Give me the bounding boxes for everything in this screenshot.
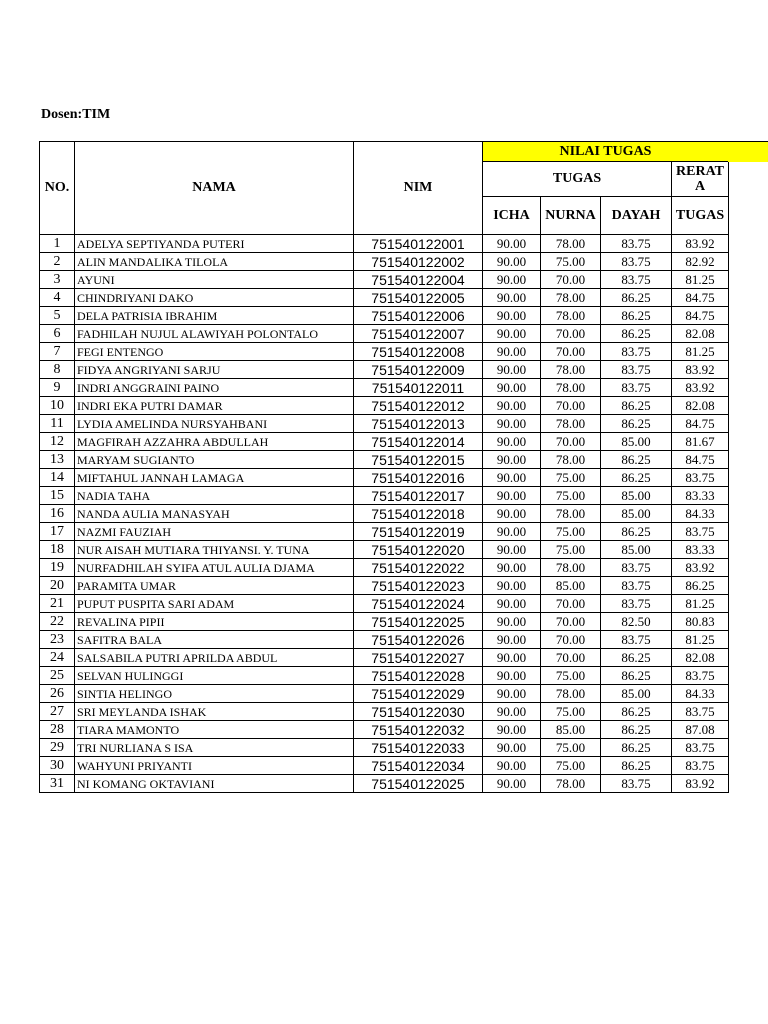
cell-icha: 90.00: [483, 487, 541, 505]
cell-no: 28: [40, 721, 75, 739]
cell-no: 10: [40, 397, 75, 415]
cell-nama: FADHILAH NUJUL ALAWIYAH POLONTALO: [75, 325, 354, 343]
cell-nim: 751540122025: [354, 613, 483, 631]
table-row: [40, 577, 729, 595]
cell-nurna: 78.00: [541, 307, 601, 325]
cell-no: 26: [40, 685, 75, 703]
header-nurna: NURNA: [541, 197, 601, 235]
cell-dayah: 82.50: [601, 613, 672, 631]
cell-nama: SRI MEYLANDA ISHAK: [75, 703, 354, 721]
cell-dayah: 86.25: [601, 523, 672, 541]
cell-icha: 90.00: [483, 559, 541, 577]
cell-icha: 90.00: [483, 505, 541, 523]
cell-icha: 90.00: [483, 271, 541, 289]
cell-nama: ALIN MANDALIKA TILOLA: [75, 253, 354, 271]
cell-dayah: 83.75: [601, 577, 672, 595]
cell-nurna: 78.00: [541, 559, 601, 577]
cell-nama: FEGI ENTENGO: [75, 343, 354, 361]
cell-rerata: 83.92: [672, 559, 729, 577]
header-tugas: TUGAS: [483, 162, 672, 197]
cell-dayah: 85.00: [601, 505, 672, 523]
cell-rerata: 86.25: [672, 577, 729, 595]
cell-nim: 751540122007: [354, 325, 483, 343]
cell-no: 16: [40, 505, 75, 523]
cell-rerata: 83.75: [672, 703, 729, 721]
cell-nurna: 78.00: [541, 505, 601, 523]
cell-nurna: 78.00: [541, 235, 601, 253]
cell-nim: 751540122024: [354, 595, 483, 613]
cell-rerata: 84.33: [672, 505, 729, 523]
cell-nama: INDRI ANGGRAINI PAINO: [75, 379, 354, 397]
cell-icha: 90.00: [483, 703, 541, 721]
cell-nama: MARYAM SUGIANTO: [75, 451, 354, 469]
cell-dayah: 83.75: [601, 235, 672, 253]
cell-no: 23: [40, 631, 75, 649]
cell-no: 8: [40, 361, 75, 379]
cell-nurna: 85.00: [541, 577, 601, 595]
cell-nurna: 75.00: [541, 523, 601, 541]
cell-rerata: 83.92: [672, 361, 729, 379]
cell-icha: 90.00: [483, 541, 541, 559]
cell-rerata: 83.75: [672, 523, 729, 541]
cell-nim: 751540122011: [354, 379, 483, 397]
cell-no: 25: [40, 667, 75, 685]
cell-nim: 751540122016: [354, 469, 483, 487]
cell-icha: 90.00: [483, 757, 541, 775]
table-row: [40, 541, 729, 559]
cell-nurna: 78.00: [541, 289, 601, 307]
cell-nama: SALSABILA PUTRI APRILDA ABDUL: [75, 649, 354, 667]
cell-rerata: 83.75: [672, 757, 729, 775]
header-nilai-tugas-label: NILAI TUGAS: [559, 143, 652, 159]
table-row: [40, 703, 729, 721]
cell-icha: 90.00: [483, 415, 541, 433]
cell-no: 22: [40, 613, 75, 631]
table-row: [40, 505, 729, 523]
cell-dayah: 86.25: [601, 757, 672, 775]
cell-dayah: 86.25: [601, 415, 672, 433]
cell-rerata: 83.33: [672, 487, 729, 505]
cell-icha: 90.00: [483, 433, 541, 451]
cell-nim: 751540122034: [354, 757, 483, 775]
cell-nama: DELA PATRISIA IBRAHIM: [75, 307, 354, 325]
header-nim: NIM: [354, 142, 483, 235]
cell-rerata: 87.08: [672, 721, 729, 739]
header-no: NO.: [40, 142, 75, 235]
cell-nurna: 75.00: [541, 739, 601, 757]
cell-rerata: 81.25: [672, 271, 729, 289]
cell-dayah: 83.75: [601, 361, 672, 379]
cell-no: 7: [40, 343, 75, 361]
table-row: [40, 253, 729, 271]
header-tugas-avg: TUGAS: [672, 197, 729, 235]
cell-rerata: 82.08: [672, 325, 729, 343]
cell-no: 12: [40, 433, 75, 451]
cell-nurna: 70.00: [541, 631, 601, 649]
cell-nim: 751540122008: [354, 343, 483, 361]
cell-nurna: 78.00: [541, 361, 601, 379]
cell-dayah: 83.75: [601, 775, 672, 793]
table-row: [40, 361, 729, 379]
cell-nama: NAZMI FAUZIAH: [75, 523, 354, 541]
table-row: [40, 613, 729, 631]
cell-icha: 90.00: [483, 343, 541, 361]
table-row: [40, 649, 729, 667]
cell-nim: 751540122014: [354, 433, 483, 451]
cell-nama: LYDIA AMELINDA NURSYAHBANI: [75, 415, 354, 433]
cell-rerata: 82.92: [672, 253, 729, 271]
table-row: [40, 451, 729, 469]
table-row: [40, 775, 729, 793]
header-dayah: DAYAH: [601, 197, 672, 235]
cell-nama: CHINDRIYANI DAKO: [75, 289, 354, 307]
cell-rerata: 81.25: [672, 631, 729, 649]
cell-nurna: 78.00: [541, 451, 601, 469]
cell-nama: NANDA AULIA MANASYAH: [75, 505, 354, 523]
cell-dayah: 86.25: [601, 721, 672, 739]
cell-rerata: 83.75: [672, 469, 729, 487]
table-row: [40, 739, 729, 757]
cell-nama: TIARA MAMONTO: [75, 721, 354, 739]
table-row: [40, 667, 729, 685]
cell-nurna: 70.00: [541, 343, 601, 361]
cell-dayah: 83.75: [601, 379, 672, 397]
cell-icha: 90.00: [483, 667, 541, 685]
cell-dayah: 83.75: [601, 253, 672, 271]
cell-icha: 90.00: [483, 253, 541, 271]
cell-no: 19: [40, 559, 75, 577]
cell-nim: 751540122025: [354, 775, 483, 793]
cell-icha: 90.00: [483, 613, 541, 631]
cell-nurna: 75.00: [541, 487, 601, 505]
table-row: [40, 271, 729, 289]
cell-dayah: 86.25: [601, 649, 672, 667]
cell-no: 27: [40, 703, 75, 721]
cell-nim: 751540122004: [354, 271, 483, 289]
cell-nama: NADIA TAHA: [75, 487, 354, 505]
cell-icha: 90.00: [483, 397, 541, 415]
cell-dayah: 86.25: [601, 667, 672, 685]
cell-nama: NI KOMANG OKTAVIANI: [75, 775, 354, 793]
cell-dayah: 86.25: [601, 739, 672, 757]
cell-icha: 90.00: [483, 595, 541, 613]
cell-no: 17: [40, 523, 75, 541]
cell-icha: 90.00: [483, 775, 541, 793]
cell-rerata: 84.75: [672, 289, 729, 307]
cell-dayah: 86.25: [601, 397, 672, 415]
cell-no: 21: [40, 595, 75, 613]
cell-nurna: 78.00: [541, 775, 601, 793]
cell-dayah: 86.25: [601, 469, 672, 487]
table-body: [40, 235, 729, 793]
table-row: [40, 289, 729, 307]
table-row: [40, 595, 729, 613]
cell-nama: ADELYA SEPTIYANDA PUTERI: [75, 235, 354, 253]
cell-no: 15: [40, 487, 75, 505]
cell-nama: TRI NURLIANA S ISA: [75, 739, 354, 757]
cell-nama: REVALINA PIPII: [75, 613, 354, 631]
grade-table: [39, 141, 729, 793]
cell-dayah: 85.00: [601, 685, 672, 703]
cell-icha: 90.00: [483, 577, 541, 595]
cell-rerata: 84.75: [672, 451, 729, 469]
cell-icha: 90.00: [483, 361, 541, 379]
cell-dayah: 86.25: [601, 451, 672, 469]
cell-nurna: 70.00: [541, 397, 601, 415]
cell-icha: 90.00: [483, 739, 541, 757]
cell-icha: 90.00: [483, 307, 541, 325]
cell-nim: 751540122029: [354, 685, 483, 703]
cell-nim: 751540122020: [354, 541, 483, 559]
cell-nama: MIFTAHUL JANNAH LAMAGA: [75, 469, 354, 487]
cell-dayah: 85.00: [601, 541, 672, 559]
cell-nurna: 70.00: [541, 613, 601, 631]
cell-rerata: 84.33: [672, 685, 729, 703]
cell-dayah: 85.00: [601, 487, 672, 505]
cell-nama: NURFADHILAH SYIFA ATUL AULIA DJAMA: [75, 559, 354, 577]
cell-no: 30: [40, 757, 75, 775]
table-row: [40, 523, 729, 541]
table-row: [40, 757, 729, 775]
table-header: [40, 142, 729, 235]
table-row: [40, 721, 729, 739]
table-row: [40, 307, 729, 325]
cell-dayah: 83.75: [601, 343, 672, 361]
cell-nurna: 75.00: [541, 469, 601, 487]
cell-dayah: 86.25: [601, 307, 672, 325]
cell-nurna: 78.00: [541, 685, 601, 703]
cell-dayah: 83.75: [601, 595, 672, 613]
cell-nim: 751540122005: [354, 289, 483, 307]
cell-nim: 751540122009: [354, 361, 483, 379]
cell-icha: 90.00: [483, 379, 541, 397]
cell-icha: 90.00: [483, 649, 541, 667]
cell-nurna: 70.00: [541, 433, 601, 451]
cell-icha: 90.00: [483, 523, 541, 541]
cell-no: 11: [40, 415, 75, 433]
cell-no: 18: [40, 541, 75, 559]
cell-nama: SELVAN HULINGGI: [75, 667, 354, 685]
cell-rerata: 83.92: [672, 775, 729, 793]
cell-nurna: 85.00: [541, 721, 601, 739]
header-highlight-extension: [728, 141, 768, 162]
table-row: [40, 379, 729, 397]
cell-nim: 751540122030: [354, 703, 483, 721]
cell-nama: AYUNI: [75, 271, 354, 289]
cell-nurna: 78.00: [541, 415, 601, 433]
cell-no: 9: [40, 379, 75, 397]
table-row: [40, 559, 729, 577]
cell-rerata: 81.25: [672, 343, 729, 361]
cell-rerata: 83.92: [672, 379, 729, 397]
dosen-label: Dosen:TIM: [41, 107, 111, 122]
cell-no: 6: [40, 325, 75, 343]
cell-nama: PUPUT PUSPITA SARI ADAM: [75, 595, 354, 613]
cell-nurna: 70.00: [541, 595, 601, 613]
cell-icha: 90.00: [483, 325, 541, 343]
cell-dayah: 85.00: [601, 433, 672, 451]
cell-rerata: 84.75: [672, 415, 729, 433]
cell-nurna: 70.00: [541, 325, 601, 343]
header-rerata: RERAT A: [672, 162, 729, 197]
cell-nim: 751540122019: [354, 523, 483, 541]
cell-nurna: 75.00: [541, 757, 601, 775]
table-row: [40, 397, 729, 415]
cell-no: 3: [40, 271, 75, 289]
cell-nim: 751540122015: [354, 451, 483, 469]
cell-nim: 751540122018: [354, 505, 483, 523]
cell-nama: INDRI EKA PUTRI DAMAR: [75, 397, 354, 415]
cell-icha: 90.00: [483, 721, 541, 739]
cell-nim: 751540122001: [354, 235, 483, 253]
table-row: [40, 235, 729, 253]
cell-dayah: 83.75: [601, 559, 672, 577]
cell-rerata: 84.75: [672, 307, 729, 325]
table-row: [40, 487, 729, 505]
cell-nama: WAHYUNI PRIYANTI: [75, 757, 354, 775]
cell-nim: 751540122013: [354, 415, 483, 433]
cell-icha: 90.00: [483, 631, 541, 649]
cell-no: 31: [40, 775, 75, 793]
cell-rerata: 83.92: [672, 235, 729, 253]
cell-nurna: 70.00: [541, 649, 601, 667]
cell-no: 20: [40, 577, 75, 595]
cell-nama: SAFITRA BALA: [75, 631, 354, 649]
cell-no: 2: [40, 253, 75, 271]
header-nilai-tugas: [483, 142, 729, 162]
cell-dayah: 86.25: [601, 289, 672, 307]
cell-nama: FIDYA ANGRIYANI SARJU: [75, 361, 354, 379]
cell-nim: 751540122027: [354, 649, 483, 667]
cell-no: 5: [40, 307, 75, 325]
table-row: [40, 685, 729, 703]
cell-nim: 751540122012: [354, 397, 483, 415]
cell-nim: 751540122023: [354, 577, 483, 595]
cell-rerata: 83.33: [672, 541, 729, 559]
cell-no: 13: [40, 451, 75, 469]
cell-dayah: 83.75: [601, 631, 672, 649]
cell-rerata: 82.08: [672, 649, 729, 667]
cell-nim: 751540122032: [354, 721, 483, 739]
table-row: [40, 325, 729, 343]
cell-dayah: 86.25: [601, 703, 672, 721]
header-icha: ICHA: [483, 197, 541, 235]
cell-nurna: 75.00: [541, 667, 601, 685]
cell-nurna: 70.00: [541, 271, 601, 289]
cell-nim: 751540122033: [354, 739, 483, 757]
cell-icha: 90.00: [483, 469, 541, 487]
cell-nim: 751540122002: [354, 253, 483, 271]
header-nama: NAMA: [75, 142, 354, 235]
cell-nurna: 75.00: [541, 253, 601, 271]
cell-nim: 751540122006: [354, 307, 483, 325]
cell-icha: 90.00: [483, 451, 541, 469]
cell-nurna: 75.00: [541, 541, 601, 559]
cell-nama: SINTIA HELINGO: [75, 685, 354, 703]
cell-no: 4: [40, 289, 75, 307]
cell-nim: 751540122026: [354, 631, 483, 649]
table-row: [40, 631, 729, 649]
cell-nim: 751540122028: [354, 667, 483, 685]
cell-nama: NUR AISAH MUTIARA THIYANSI. Y. TUNA: [75, 541, 354, 559]
cell-rerata: 81.25: [672, 595, 729, 613]
cell-dayah: 86.25: [601, 325, 672, 343]
table-row: [40, 415, 729, 433]
cell-no: 14: [40, 469, 75, 487]
cell-no: 29: [40, 739, 75, 757]
cell-nurna: 78.00: [541, 379, 601, 397]
cell-no: 1: [40, 235, 75, 253]
cell-nurna: 75.00: [541, 703, 601, 721]
cell-nim: 751540122017: [354, 487, 483, 505]
cell-dayah: 83.75: [601, 271, 672, 289]
cell-rerata: 83.75: [672, 739, 729, 757]
cell-rerata: 80.83: [672, 613, 729, 631]
table-row: [40, 343, 729, 361]
cell-rerata: 81.67: [672, 433, 729, 451]
cell-icha: 90.00: [483, 685, 541, 703]
cell-no: 24: [40, 649, 75, 667]
cell-nim: 751540122022: [354, 559, 483, 577]
cell-rerata: 83.75: [672, 667, 729, 685]
cell-nama: MAGFIRAH AZZAHRA ABDULLAH: [75, 433, 354, 451]
cell-icha: 90.00: [483, 235, 541, 253]
table-row: [40, 433, 729, 451]
table-row: [40, 469, 729, 487]
cell-icha: 90.00: [483, 289, 541, 307]
cell-nama: PARAMITA UMAR: [75, 577, 354, 595]
cell-rerata: 82.08: [672, 397, 729, 415]
